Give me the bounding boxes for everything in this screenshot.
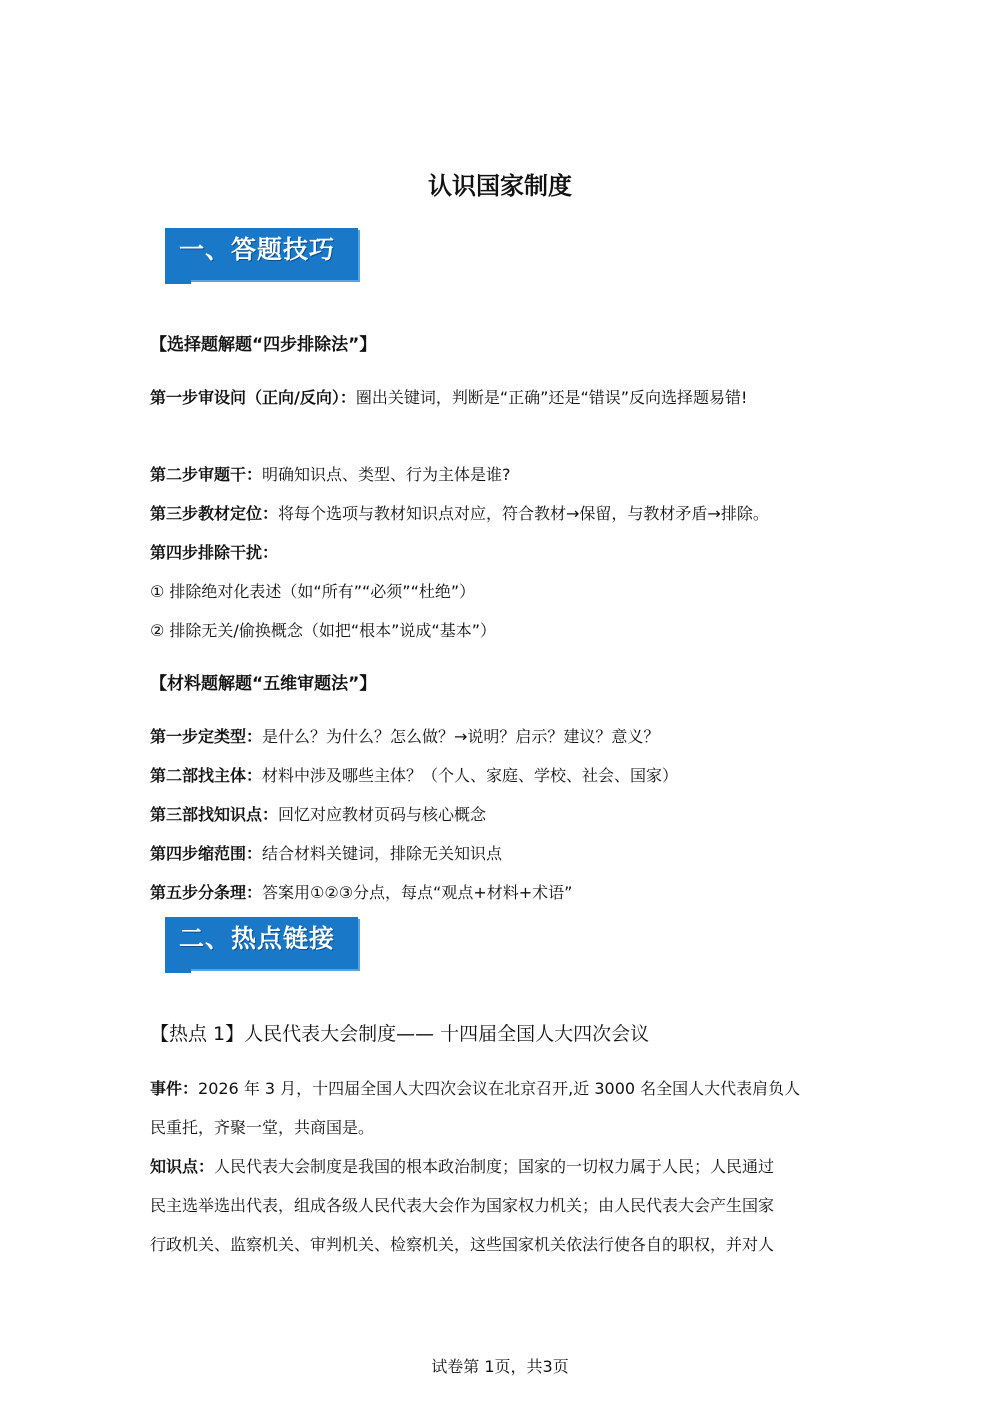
choice-step-4-label: 第四步排除干扰： <box>150 543 279 562</box>
material-step-2-text: 材料中涉及哪些主体？（个人、家庭、学校、社会、国家） <box>262 766 679 785</box>
material-step-3-label: 第三部找知识点： <box>150 805 279 824</box>
material-step-1 <box>150 726 659 748</box>
banner-tab-decoration <box>165 967 191 973</box>
choice-step-2-label: 第二步审题干： <box>150 465 263 484</box>
choice-step-3-text: 将每个选项与教材知识点对应，符合教材→保留，与教材矛盾→排除。 <box>278 504 769 523</box>
material-step-1-text: 是什么？为什么？怎么做？→说明？启示？建议？意义？ <box>262 727 660 746</box>
choice-step-1-text: 圈出关键词，判断是“正确”还是“错误”反向选择题易错! <box>355 388 748 407</box>
hotspot-1-knowledge-line-3: 行政机关、监察机关、审判机关、检察机关，这些国家机关依法行使各自的职权，并对人 <box>150 1235 775 1254</box>
material-step-3 <box>150 804 486 826</box>
hotspot-1-knowledge-label: 知识点： <box>150 1157 215 1176</box>
material-step-4-text: 结合材料关键词，排除无关知识点 <box>262 844 503 863</box>
choice-step-1-label: 第一步审设问（正向/反向）： <box>150 388 356 407</box>
choice-exclusion-item-2: ② 排除无关/偷换概念（如把“根本”说成“基本”） <box>150 621 496 640</box>
material-step-4 <box>150 843 502 865</box>
material-step-4-label: 第四步缩范围： <box>150 844 263 863</box>
material-step-3-text: 回忆对应教材页码与核心概念 <box>278 805 487 824</box>
material-step-5 <box>150 882 572 904</box>
choice-step-2 <box>150 464 511 486</box>
section-banner-answer-skills <box>165 228 358 280</box>
choice-step-3-label: 第三步教材定位： <box>150 504 279 523</box>
page-title: 认识国家制度 <box>428 172 572 200</box>
hotspot-1-event-text: 2026 年 3 月，十四届全国人大四次会议在北京召开,近 3000 名全国人大代表肩负人 <box>198 1079 801 1098</box>
material-step-2-label: 第二部找主体： <box>150 766 263 785</box>
section-banner-label: 二、热点链接 <box>179 924 336 953</box>
material-question-heading: 【材料题解题“五维审题法”】 <box>150 674 377 694</box>
hotspot-1-knowledge-line-1 <box>150 1156 774 1178</box>
hotspot-1-event-line-1 <box>150 1078 800 1100</box>
hotspot-1-event-label: 事件： <box>150 1079 199 1098</box>
choice-exclusion-item-1: ① 排除绝对化表述（如“所有”“必须”“杜绝”） <box>150 582 476 601</box>
choice-step-3 <box>150 503 769 525</box>
material-step-5-text: 答案用①②③分点，每点“观点+材料+术语” <box>262 883 573 902</box>
section-banner-hotspot-links <box>165 917 358 969</box>
hotspot-1-knowledge-line-2: 民主选举选出代表，组成各级人民代表大会作为国家权力机关；由人民代表大会产生国家 <box>150 1196 775 1215</box>
page-footer: 试卷第 1页，共3页 <box>431 1357 569 1376</box>
hotspot-1-event-line-2: 民重托，齐聚一堂，共商国是。 <box>150 1118 375 1137</box>
material-step-2 <box>150 765 678 787</box>
choice-step-1 <box>150 387 747 409</box>
material-step-1-label: 第一步定类型： <box>150 727 263 746</box>
choice-question-heading: 【选择题解题“四步排除法”】 <box>150 335 377 355</box>
material-step-5-label: 第五步分条理： <box>150 883 263 902</box>
section-banner-label: 一、答题技巧 <box>179 235 336 264</box>
banner-tab-decoration <box>165 278 191 284</box>
hotspot-1-title: 【热点 1】人民代表大会制度—— 十四届全国人大四次会议 <box>150 1023 650 1045</box>
hotspot-1-knowledge-text: 人民代表大会制度是我国的根本政治制度；国家的一切权力属于人民；人民通过 <box>214 1157 775 1176</box>
choice-step-4 <box>150 542 278 564</box>
choice-step-2-text: 明确知识点、类型、行为主体是谁? <box>262 465 511 484</box>
